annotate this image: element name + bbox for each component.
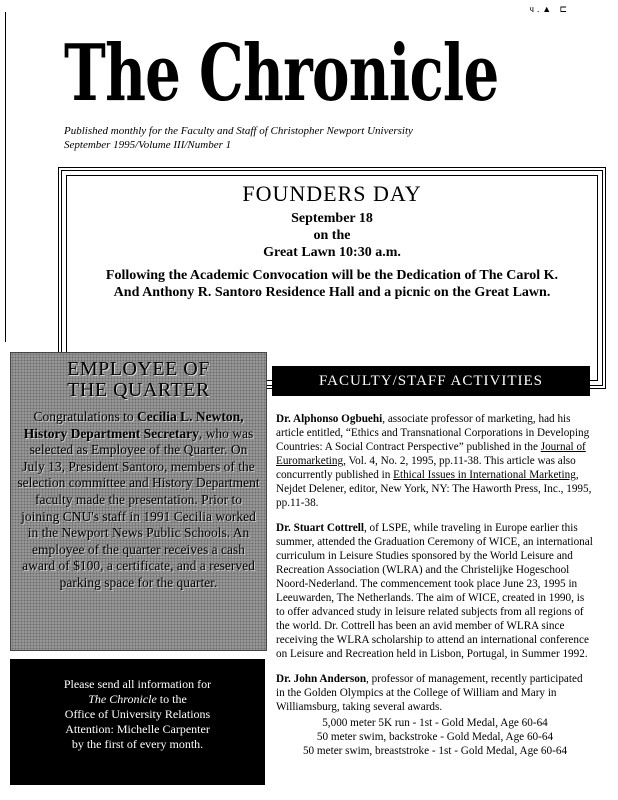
notice-line-2 — [10, 692, 265, 707]
anderson-name: Dr. John Anderson — [276, 673, 367, 685]
journal-title: Journal of Euromarketing — [276, 441, 586, 467]
founders-day-on-the: on the — [313, 228, 351, 243]
corner-mark: ч.▲ ⊏ — [529, 4, 570, 14]
tagline-line-1: Published monthly for the Faculty and Staff of Christopher Newport University — [64, 125, 413, 137]
founders-day-body: Following the Academic Convocation will be the Dedication of The Carol K. And Anthony R. Santoro Residence Hall and a picnic on the Great Lawn. — [105, 268, 559, 300]
notice-line-5: by the first of every month. — [71, 737, 204, 751]
notice-line-3: Office of University Relations — [64, 707, 211, 721]
ogbuehi-text-c: , Nejdet Delener, editor, New York, NY: The Haworth Press, Inc., 1995, pp.11-38. — [276, 469, 592, 509]
ogbuehi-text-b: , Vol. 4, No. 2, 1995, pp.11-38. This article was also concurrently published in — [276, 455, 576, 481]
cottrell-name: Dr. Stuart Cottrell — [276, 522, 364, 534]
employee-of-quarter-body — [17, 409, 260, 592]
notice-publication-name: The Chronicle — [88, 692, 157, 706]
eotq-title-line-1: EMPLOYEE OF — [67, 358, 210, 380]
masthead-title: The Chronicle — [64, 28, 499, 119]
activity-cottrell — [276, 521, 594, 661]
founders-day-location: Great Lawn 10:30 a.m. — [263, 245, 401, 260]
eotq-text: , who was selected as Employee of the Quarter. On July 13, President Santoro, members of the selection committee and History Department faculty made the presentation. Prior to joining CNU's staff in 1991 Cecilia worked in the Newport News Public Schools. An employee of the quarter receives a cash award of $100, a certificate, and a reserved parking space for the quarter. — [17, 425, 260, 590]
award-item: 50 meter swim, breaststroke - 1st - Gold Medal, Age 60-64 — [302, 745, 568, 757]
award-item: 5,000 meter 5K run - 1st - Gold Medal, Age 60-64 — [322, 717, 548, 729]
eotq-honoree-name: Cecilia L. Newton, History Department Secretary — [23, 409, 244, 441]
award-item: 50 meter swim, backstroke - Gold Medal, Age 60-64 — [316, 731, 554, 743]
eotq-title-line-2: THE QUARTER — [67, 379, 210, 401]
eotq-intro: Congratulations to — [33, 409, 137, 424]
awards-list — [276, 716, 594, 758]
ogbuehi-name: Dr. Alphonso Ogbuehi — [276, 413, 383, 425]
faculty-staff-activities-banner: FACULTY/STAFF ACTIVITIES — [272, 366, 590, 396]
book-title: Ethical Issues in International Marketing — [393, 469, 576, 481]
notice-line-1: Please send all information for — [63, 677, 212, 691]
masthead-tagline — [64, 124, 413, 152]
employee-of-quarter-box — [10, 352, 267, 651]
activities-column — [276, 412, 594, 758]
ogbuehi-text-a: , associate professor of marketing, had his article entitled, “Ethics and Transnational Corporations in Developing Countries: A Social Contract Perspective” published in the — [276, 413, 590, 453]
activity-anderson — [276, 672, 594, 714]
founders-day-title: FOUNDERS DAY — [242, 181, 422, 206]
notice-to-the: to the — [156, 692, 187, 706]
cottrell-text: , of LSPE, while traveling in Europe earlier this summer, attended the Graduation Ceremony of WICE, an international curriculum in Leisure Studies sponsored by the World Leisure and Recreation Association (WLRA) and the Christelijke Hogeschool Noord-Nederland. The commencement took place June 23, 1995 in Leeuwarden, The Netherlands. The aim of WICE, created in 1990, is to offer advanced study in leisure related subjects from all regions of the world. Dr. Cottrell has been an avid member of WLRA since receiving the WLRA scholarship to attend an international conference on Leisure and Recreation held in Lisbon, Portugal, in Summer 1992. — [276, 522, 593, 660]
submission-notice — [10, 659, 265, 785]
notice-line-4: Attention: Michelle Carpenter — [65, 722, 210, 736]
founders-day-date: September 18 — [291, 211, 373, 226]
activity-ogbuehi — [276, 412, 594, 510]
anderson-text: , professor of management, recently participated in the Golden Olympics at the College of William and Mary in Williamsburg, taking several awards. — [276, 673, 583, 713]
tagline-line-2: September 1995/Volume III/Number 1 — [64, 139, 232, 151]
page-left-rule — [5, 12, 6, 342]
employee-of-quarter-title — [11, 359, 266, 401]
